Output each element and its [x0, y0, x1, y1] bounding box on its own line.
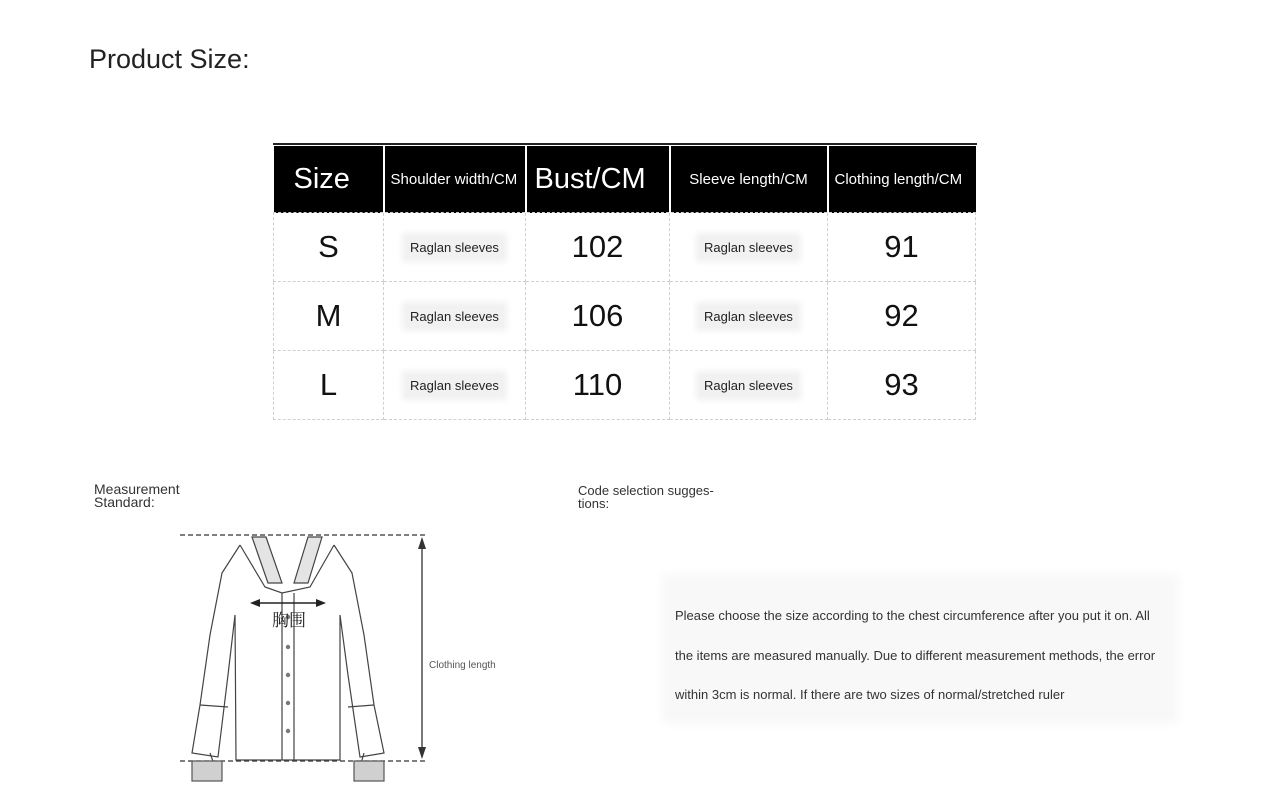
cell-shoulder	[384, 282, 526, 351]
length-arrow-top	[418, 537, 426, 549]
cell-shoulder-text: Raglan sleeves	[406, 306, 503, 327]
cell-shoulder-text: Raglan sleeves	[406, 237, 503, 258]
cell-sleeve-text: Raglan sleeves	[700, 306, 797, 327]
cell-clothing-length: 93	[828, 351, 976, 420]
table-row	[274, 213, 976, 282]
size-note-text: Please choose the size according to the chest circumference after you put it on. All the items are measured manually. Due to different measurement methods, the error within 3cm is normal. If there are two sizes of normal/stretched ruler	[675, 608, 1156, 702]
cell-size: L	[274, 351, 384, 420]
header-sleeve: Sleeve length/CM	[670, 146, 828, 213]
cell-sleeve	[670, 213, 828, 282]
table-row	[274, 282, 976, 351]
chest-arrow-right	[316, 599, 326, 607]
shirt-measurement-diagram	[170, 525, 440, 795]
cell-sleeve	[670, 351, 828, 420]
size-note-box	[668, 580, 1173, 718]
cell-clothing-length: 92	[828, 282, 976, 351]
cell-sleeve-text: Raglan sleeves	[700, 237, 797, 258]
cell-sleeve	[670, 282, 828, 351]
table-header-row	[274, 146, 976, 213]
clothing-length-label: Clothing length	[429, 660, 496, 671]
cell-shoulder-text: Raglan sleeves	[406, 375, 503, 396]
table-row	[274, 351, 976, 420]
cell-sleeve-text: Raglan sleeves	[700, 375, 797, 396]
cell-bust: 110	[526, 351, 670, 420]
length-arrow-bottom	[418, 747, 426, 759]
cell-size: M	[274, 282, 384, 351]
page-title: Product Size:	[89, 44, 250, 74]
shirt-outline	[192, 537, 384, 781]
cell-bust: 102	[526, 213, 670, 282]
shirt-buttons	[286, 615, 290, 733]
chest-arrow-left	[250, 599, 260, 607]
header-shoulder: Shoulder width/CM	[384, 146, 526, 213]
chest-label: 胸围	[272, 611, 306, 631]
cell-bust: 106	[526, 282, 670, 351]
cell-shoulder	[384, 213, 526, 282]
measurement-standard-label: Measurement Standard:	[94, 481, 180, 510]
cell-shoulder	[384, 351, 526, 420]
header-size: Size	[274, 146, 384, 213]
header-clothing-length: Clothing length/CM	[828, 146, 976, 213]
table-top-rule	[273, 143, 977, 145]
cell-clothing-length: 91	[828, 213, 976, 282]
header-bust: Bust/CM	[526, 146, 670, 213]
size-table	[273, 146, 976, 420]
code-selection-label: Code selection sugges-tions:	[578, 483, 714, 511]
cell-size: S	[274, 213, 384, 282]
